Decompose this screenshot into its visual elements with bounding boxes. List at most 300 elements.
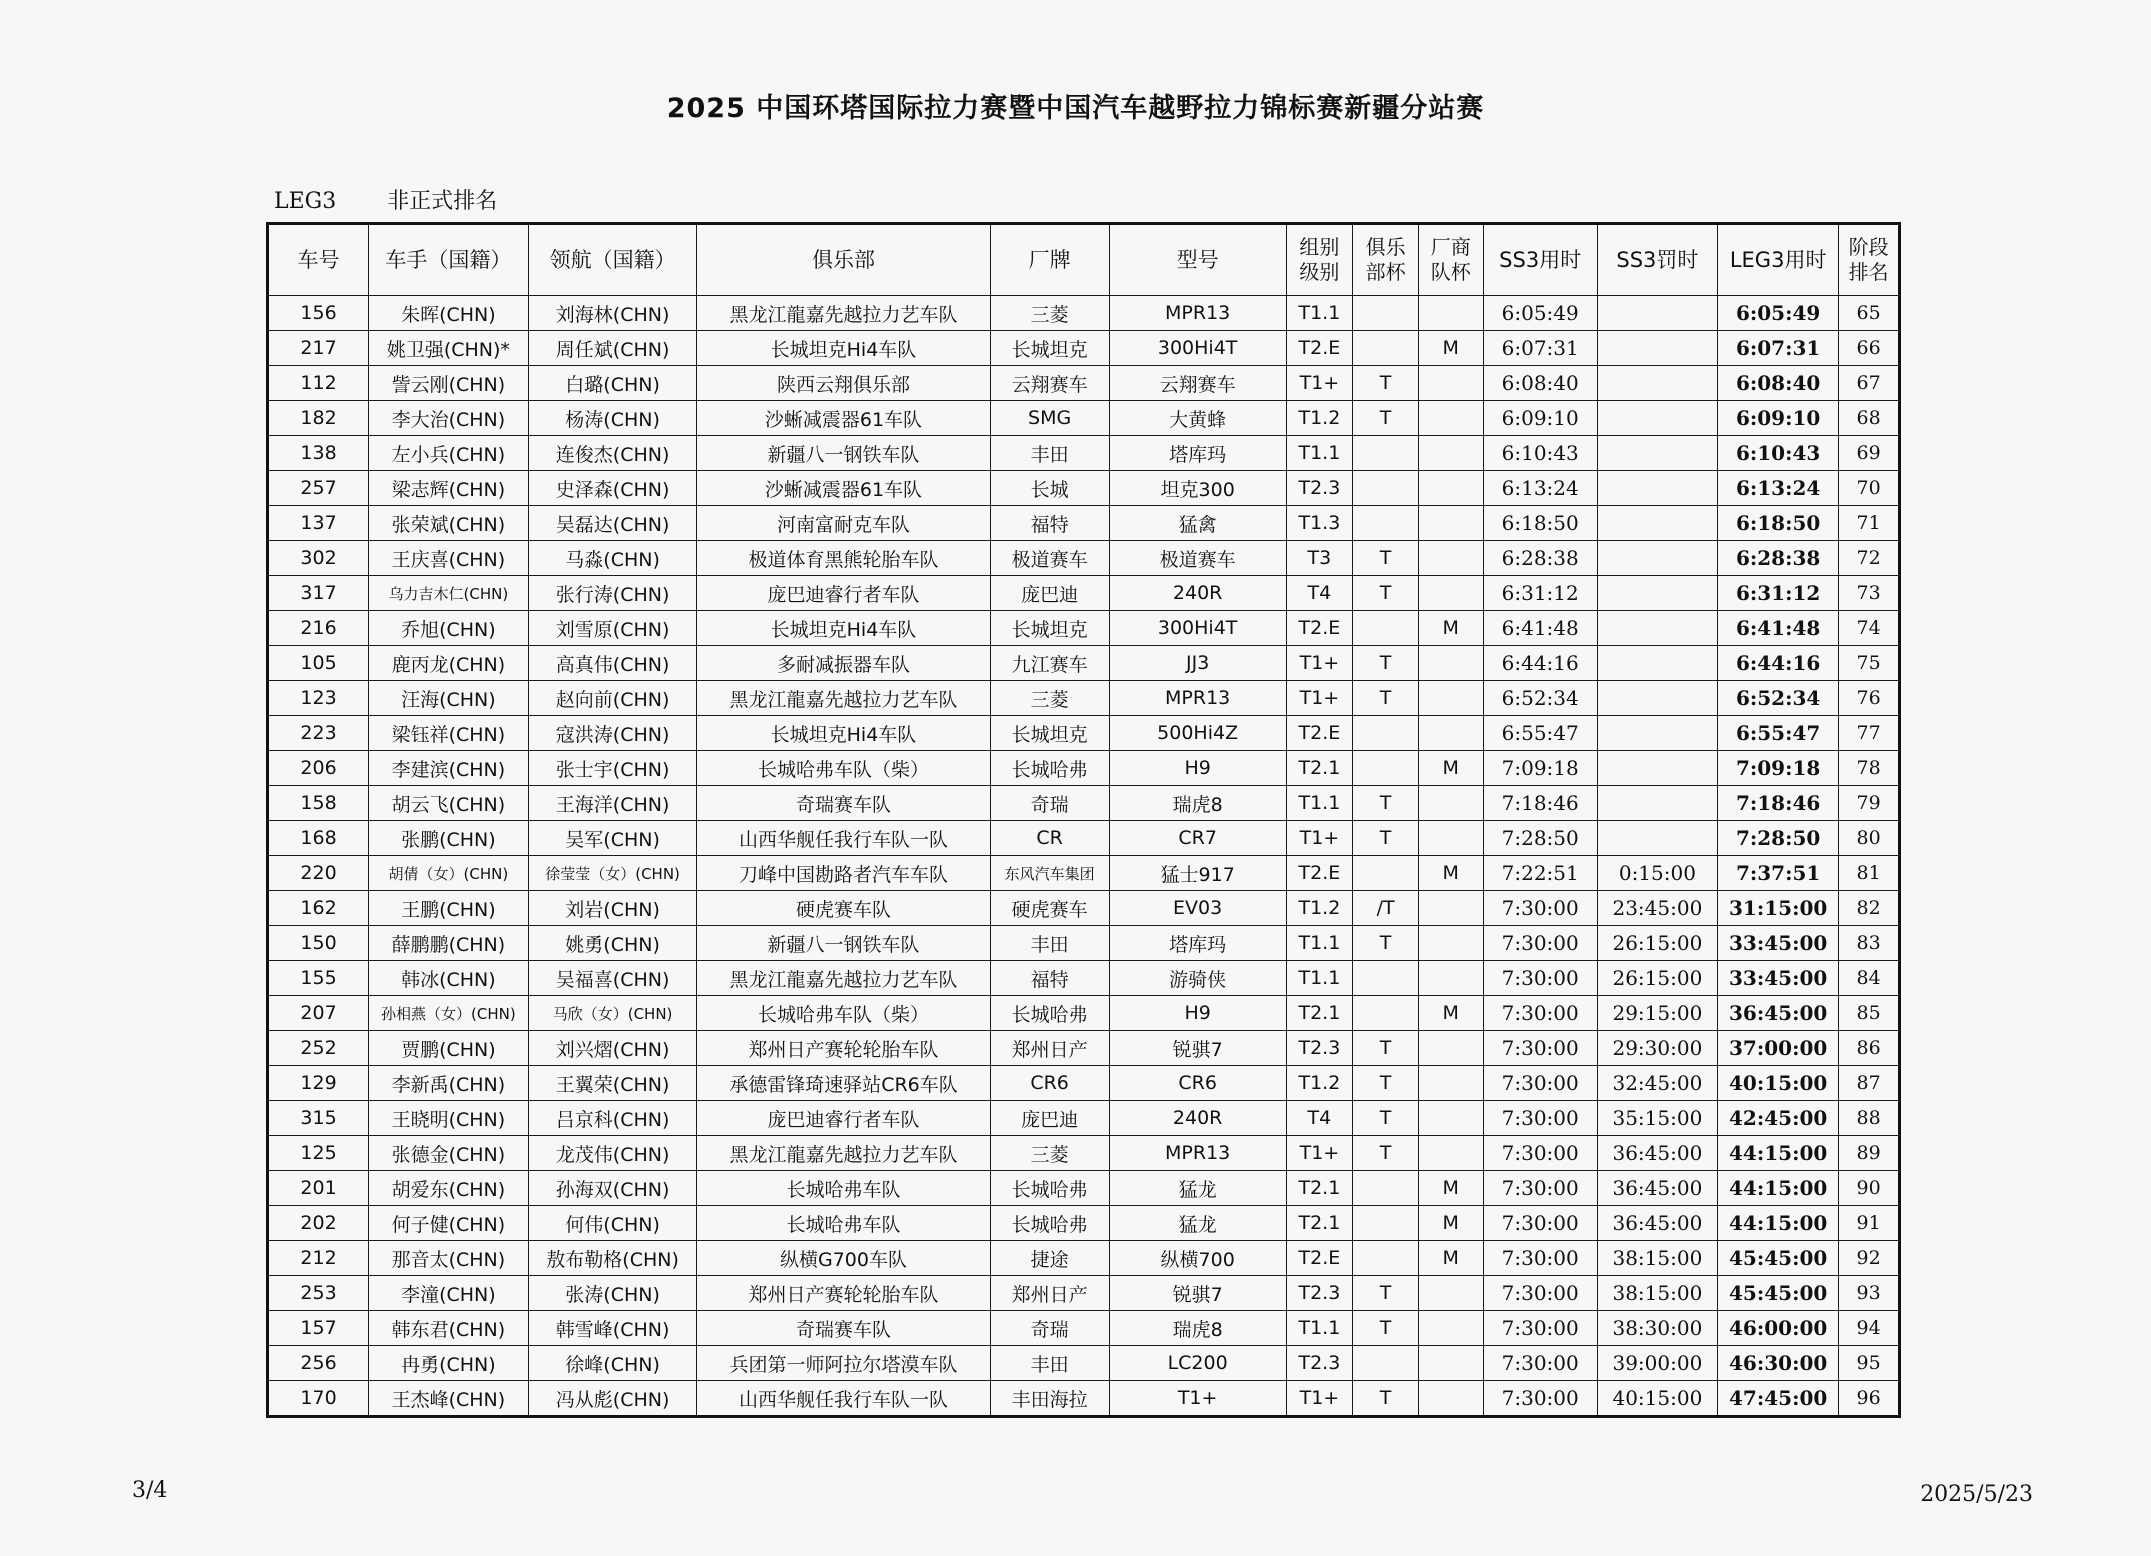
ss3-time-cell: 6:41:48: [1483, 611, 1597, 646]
model-cell: 瑞虎8: [1109, 1311, 1286, 1346]
maker-cup-cell: [1418, 366, 1483, 401]
stage-rank-cell: 88: [1839, 1101, 1900, 1136]
club-cell: 新疆八一钢铁车队: [697, 436, 990, 471]
club-cell: 黑龙江龍嘉先越拉力艺车队: [697, 681, 990, 716]
brand-cell: 极道赛车: [990, 541, 1109, 576]
codriver-cell: 吴军(CHN): [528, 821, 697, 856]
brand-cell: 三菱: [990, 1136, 1109, 1171]
leg-label: LEG3: [274, 189, 337, 214]
model-cell: 大黄蜂: [1109, 401, 1286, 436]
driver-cell: 胡爱东(CHN): [369, 1171, 529, 1206]
col-header-club-cup: 俱乐 部杯: [1353, 224, 1419, 296]
table-row: [268, 716, 1900, 751]
ss3-penalty-cell: [1597, 401, 1717, 436]
stage-rank-cell: 68: [1839, 401, 1900, 436]
club-cell: 多耐减振器车队: [697, 646, 990, 681]
club-cup-cell: T: [1353, 786, 1419, 821]
brand-cell: 长城哈弗: [990, 751, 1109, 786]
stage-rank-cell: 65: [1839, 296, 1900, 331]
class-cell: T2.1: [1286, 751, 1353, 786]
codriver-cell: 马欣（女）(CHN): [528, 996, 697, 1031]
table-row: [268, 436, 1900, 471]
class-cell: T1.3: [1286, 506, 1353, 541]
leg3-time-cell: 6:52:34: [1718, 681, 1839, 716]
ss3-time-cell: 7:18:46: [1483, 786, 1597, 821]
page-number: 3/4: [132, 1478, 168, 1503]
class-cell: T1.1: [1286, 1311, 1353, 1346]
driver-cell: 王杰峰(CHN): [369, 1381, 529, 1417]
stage-rank-cell: 84: [1839, 961, 1900, 996]
leg3-time-cell: 6:08:40: [1718, 366, 1839, 401]
ss3-penalty-cell: 26:15:00: [1597, 961, 1717, 996]
model-cell: CR6: [1109, 1066, 1286, 1101]
stage-rank-cell: 92: [1839, 1241, 1900, 1276]
club-cup-cell: [1353, 611, 1419, 646]
model-cell: 猛禽: [1109, 506, 1286, 541]
ss3-penalty-cell: 29:30:00: [1597, 1031, 1717, 1066]
ss3-time-cell: 7:30:00: [1483, 1031, 1597, 1066]
ss3-penalty-cell: 0:15:00: [1597, 856, 1717, 891]
car-number-cell: 217: [268, 331, 369, 366]
maker-cup-cell: M: [1418, 1241, 1483, 1276]
maker-cup-cell: M: [1418, 611, 1483, 646]
col-header-ss3-penalty: SS3罚时: [1597, 224, 1717, 296]
table-row: [268, 1031, 1900, 1066]
ss3-time-cell: 7:30:00: [1483, 1136, 1597, 1171]
car-number-cell: 201: [268, 1171, 369, 1206]
ss3-penalty-cell: [1597, 506, 1717, 541]
ss3-penalty-cell: [1597, 471, 1717, 506]
car-number-cell: 202: [268, 1206, 369, 1241]
car-number-cell: 112: [268, 366, 369, 401]
club-cell: 兵团第一师阿拉尔塔漠车队: [697, 1346, 990, 1381]
club-cell: 沙蜥减震器61车队: [697, 401, 990, 436]
codriver-cell: 周任斌(CHN): [528, 331, 697, 366]
club-cell: 长城哈弗车队（柴）: [697, 751, 990, 786]
stage-rank-cell: 89: [1839, 1136, 1900, 1171]
brand-cell: 奇瑞: [990, 786, 1109, 821]
leg3-time-cell: 7:37:51: [1718, 856, 1839, 891]
model-cell: 240R: [1109, 576, 1286, 611]
ss3-time-cell: 6:52:34: [1483, 681, 1597, 716]
driver-cell: 胡倩（女）(CHN): [369, 856, 529, 891]
driver-cell: 姚卫强(CHN)*: [369, 331, 529, 366]
table-row: [268, 926, 1900, 961]
codriver-cell: 马淼(CHN): [528, 541, 697, 576]
club-cell: 长城哈弗车队（柴）: [697, 996, 990, 1031]
ss3-penalty-cell: [1597, 821, 1717, 856]
table-row: [268, 821, 1900, 856]
col-header-leg3-time: LEG3用时: [1718, 224, 1839, 296]
codriver-cell: 杨涛(CHN): [528, 401, 697, 436]
maker-cup-cell: [1418, 436, 1483, 471]
model-cell: H9: [1109, 996, 1286, 1031]
ss3-time-cell: 7:30:00: [1483, 891, 1597, 926]
maker-cup-cell: M: [1418, 1206, 1483, 1241]
club-cell: 庞巴迪睿行者车队: [697, 1101, 990, 1136]
leg3-time-cell: 6:13:24: [1718, 471, 1839, 506]
car-number-cell: 253: [268, 1276, 369, 1311]
club-cup-cell: [1353, 716, 1419, 751]
club-cup-cell: [1353, 961, 1419, 996]
ss3-time-cell: 6:28:38: [1483, 541, 1597, 576]
driver-cell: 张鹏(CHN): [369, 821, 529, 856]
car-number-cell: 157: [268, 1311, 369, 1346]
table-row: [268, 541, 1900, 576]
ss3-penalty-cell: [1597, 331, 1717, 366]
driver-cell: 薛鹏鹏(CHN): [369, 926, 529, 961]
club-cup-cell: T: [1353, 1136, 1419, 1171]
maker-cup-cell: [1418, 1136, 1483, 1171]
driver-cell: 李潼(CHN): [369, 1276, 529, 1311]
ss3-penalty-cell: 38:15:00: [1597, 1276, 1717, 1311]
model-cell: 猛龙: [1109, 1206, 1286, 1241]
club-cell: 长城坦克Hi4车队: [697, 716, 990, 751]
club-cup-cell: [1353, 1171, 1419, 1206]
car-number-cell: 257: [268, 471, 369, 506]
club-cell: 陕西云翔俱乐部: [697, 366, 990, 401]
codriver-cell: 冯从彪(CHN): [528, 1381, 697, 1417]
ss3-penalty-cell: [1597, 541, 1717, 576]
class-cell: T2.E: [1286, 611, 1353, 646]
stage-rank-cell: 79: [1839, 786, 1900, 821]
maker-cup-cell: [1418, 1346, 1483, 1381]
brand-cell: 长城哈弗: [990, 996, 1109, 1031]
club-cup-cell: [1353, 471, 1419, 506]
class-cell: T1+: [1286, 821, 1353, 856]
table-row: [268, 786, 1900, 821]
codriver-cell: 张涛(CHN): [528, 1276, 697, 1311]
driver-cell: 梁志辉(CHN): [369, 471, 529, 506]
leg3-time-cell: 7:09:18: [1718, 751, 1839, 786]
col-header-car-no: 车号: [268, 224, 369, 296]
table-row: [268, 366, 1900, 401]
codriver-cell: 张行涛(CHN): [528, 576, 697, 611]
leg3-time-cell: 6:55:47: [1718, 716, 1839, 751]
leg3-time-cell: 6:28:38: [1718, 541, 1839, 576]
club-cup-cell: [1353, 751, 1419, 786]
car-number-cell: 206: [268, 751, 369, 786]
col-header-stage-rank: 阶段 排名: [1839, 224, 1900, 296]
club-cup-cell: [1353, 296, 1419, 331]
driver-cell: 张德金(CHN): [369, 1136, 529, 1171]
ss3-time-cell: 6:08:40: [1483, 366, 1597, 401]
table-row: [268, 576, 1900, 611]
leg3-time-cell: 6:18:50: [1718, 506, 1839, 541]
model-cell: 300Hi4T: [1109, 331, 1286, 366]
codriver-cell: 孙海双(CHN): [528, 1171, 697, 1206]
driver-cell: 鹿丙龙(CHN): [369, 646, 529, 681]
stage-rank-cell: 85: [1839, 996, 1900, 1031]
driver-cell: 韩东君(CHN): [369, 1311, 529, 1346]
stage-rank-cell: 90: [1839, 1171, 1900, 1206]
brand-cell: 硬虎赛车: [990, 891, 1109, 926]
codriver-cell: 敖布勒格(CHN): [528, 1241, 697, 1276]
leg3-time-cell: 37:00:00: [1718, 1031, 1839, 1066]
stage-rank-cell: 70: [1839, 471, 1900, 506]
ranking-label: 非正式排名: [387, 189, 498, 214]
class-cell: T1.1: [1286, 786, 1353, 821]
ss3-time-cell: 6:44:16: [1483, 646, 1597, 681]
brand-cell: 郑州日产: [990, 1031, 1109, 1066]
club-cup-cell: T: [1353, 646, 1419, 681]
model-cell: 锐骐7: [1109, 1276, 1286, 1311]
codriver-cell: 刘兴熠(CHN): [528, 1031, 697, 1066]
table-row: [268, 681, 1900, 716]
brand-cell: 庞巴迪: [990, 1101, 1109, 1136]
ss3-time-cell: 7:30:00: [1483, 1346, 1597, 1381]
ss3-time-cell: 6:13:24: [1483, 471, 1597, 506]
car-number-cell: 105: [268, 646, 369, 681]
car-number-cell: 252: [268, 1031, 369, 1066]
header-row: [268, 224, 1900, 296]
ss3-penalty-cell: [1597, 436, 1717, 471]
club-cell: 河南富耐克车队: [697, 506, 990, 541]
ss3-time-cell: 7:30:00: [1483, 1206, 1597, 1241]
driver-cell: 张荣斌(CHN): [369, 506, 529, 541]
stage-rank-cell: 94: [1839, 1311, 1900, 1346]
ss3-penalty-cell: [1597, 296, 1717, 331]
table-row: [268, 751, 1900, 786]
model-cell: H9: [1109, 751, 1286, 786]
car-number-cell: 223: [268, 716, 369, 751]
leg3-time-cell: 6:09:10: [1718, 401, 1839, 436]
driver-cell: 王鹏(CHN): [369, 891, 529, 926]
class-cell: T1+: [1286, 1381, 1353, 1417]
maker-cup-cell: [1418, 1031, 1483, 1066]
club-cup-cell: [1353, 1206, 1419, 1241]
club-cup-cell: [1353, 856, 1419, 891]
codriver-cell: 刘岩(CHN): [528, 891, 697, 926]
ss3-time-cell: 7:30:00: [1483, 1276, 1597, 1311]
car-number-cell: 137: [268, 506, 369, 541]
club-cell: 郑州日产赛轮轮胎车队: [697, 1276, 990, 1311]
model-cell: 云翔赛车: [1109, 366, 1286, 401]
model-cell: JJ3: [1109, 646, 1286, 681]
ss3-time-cell: 7:30:00: [1483, 1101, 1597, 1136]
table-row: [268, 471, 1900, 506]
club-cup-cell: [1353, 436, 1419, 471]
car-number-cell: 302: [268, 541, 369, 576]
stage-rank-cell: 86: [1839, 1031, 1900, 1066]
leg3-time-cell: 36:45:00: [1718, 996, 1839, 1031]
driver-cell: 冉勇(CHN): [369, 1346, 529, 1381]
driver-cell: 何子健(CHN): [369, 1206, 529, 1241]
ss3-time-cell: 7:22:51: [1483, 856, 1597, 891]
class-cell: T2.3: [1286, 1346, 1353, 1381]
leg3-time-cell: 33:45:00: [1718, 961, 1839, 996]
brand-cell: 长城: [990, 471, 1109, 506]
codriver-cell: 王翼荣(CHN): [528, 1066, 697, 1101]
subheading: [274, 184, 497, 215]
class-cell: T1.1: [1286, 926, 1353, 961]
codriver-cell: 徐峰(CHN): [528, 1346, 697, 1381]
ss3-penalty-cell: 36:45:00: [1597, 1136, 1717, 1171]
col-header-club: 俱乐部: [697, 224, 990, 296]
model-cell: 坦克300: [1109, 471, 1286, 506]
car-number-cell: 129: [268, 1066, 369, 1101]
model-cell: LC200: [1109, 1346, 1286, 1381]
model-cell: 500Hi4Z: [1109, 716, 1286, 751]
stage-rank-cell: 73: [1839, 576, 1900, 611]
leg3-time-cell: 40:15:00: [1718, 1066, 1839, 1101]
brand-cell: 丰田海拉: [990, 1381, 1109, 1417]
model-cell: 240R: [1109, 1101, 1286, 1136]
table-row: [268, 856, 1900, 891]
car-number-cell: 156: [268, 296, 369, 331]
table-row: [268, 1066, 1900, 1101]
class-cell: T4: [1286, 1101, 1353, 1136]
ss3-penalty-cell: [1597, 646, 1717, 681]
brand-cell: 福特: [990, 961, 1109, 996]
maker-cup-cell: [1418, 716, 1483, 751]
leg3-time-cell: 44:15:00: [1718, 1206, 1839, 1241]
codriver-cell: 刘雪原(CHN): [528, 611, 697, 646]
class-cell: T1.2: [1286, 401, 1353, 436]
club-cup-cell: [1353, 996, 1419, 1031]
codriver-cell: 徐莹莹（女）(CHN): [528, 856, 697, 891]
car-number-cell: 315: [268, 1101, 369, 1136]
ss3-time-cell: 7:30:00: [1483, 996, 1597, 1031]
table-row: [268, 1311, 1900, 1346]
codriver-cell: 吴福喜(CHN): [528, 961, 697, 996]
brand-cell: SMG: [990, 401, 1109, 436]
codriver-cell: 吴磊达(CHN): [528, 506, 697, 541]
col-header-driver: 车手（国籍）: [369, 224, 529, 296]
ss3-penalty-cell: 29:15:00: [1597, 996, 1717, 1031]
leg3-time-cell: 46:00:00: [1718, 1311, 1839, 1346]
maker-cup-cell: M: [1418, 856, 1483, 891]
brand-cell: 长城坦克: [990, 611, 1109, 646]
col-header-maker-cup: 厂商 队杯: [1418, 224, 1483, 296]
car-number-cell: 212: [268, 1241, 369, 1276]
model-cell: 极道赛车: [1109, 541, 1286, 576]
model-cell: MPR13: [1109, 1136, 1286, 1171]
codriver-cell: 吕京科(CHN): [528, 1101, 697, 1136]
class-cell: T1+: [1286, 1136, 1353, 1171]
leg3-time-cell: 42:45:00: [1718, 1101, 1839, 1136]
club-cup-cell: [1353, 1241, 1419, 1276]
car-number-cell: 256: [268, 1346, 369, 1381]
club-cup-cell: T: [1353, 1311, 1419, 1346]
stage-rank-cell: 81: [1839, 856, 1900, 891]
model-cell: MPR13: [1109, 681, 1286, 716]
maker-cup-cell: [1418, 506, 1483, 541]
stage-rank-cell: 71: [1839, 506, 1900, 541]
car-number-cell: 168: [268, 821, 369, 856]
ss3-time-cell: 6:09:10: [1483, 401, 1597, 436]
leg3-time-cell: 33:45:00: [1718, 926, 1839, 961]
brand-cell: CR: [990, 821, 1109, 856]
leg3-time-cell: 45:45:00: [1718, 1276, 1839, 1311]
class-cell: T2.1: [1286, 996, 1353, 1031]
driver-cell: 孙相燕（女）(CHN): [369, 996, 529, 1031]
club-cell: 极道体育黑熊轮胎车队: [697, 541, 990, 576]
table-row: [268, 296, 1900, 331]
driver-cell: 李建滨(CHN): [369, 751, 529, 786]
codriver-cell: 何伟(CHN): [528, 1206, 697, 1241]
brand-cell: 福特: [990, 506, 1109, 541]
table-row: [268, 646, 1900, 681]
table-row: [268, 961, 1900, 996]
leg3-time-cell: 6:05:49: [1718, 296, 1839, 331]
col-header-class: 组别 级别: [1286, 224, 1353, 296]
brand-cell: 丰田: [990, 436, 1109, 471]
class-cell: T1.2: [1286, 891, 1353, 926]
stage-rank-cell: 87: [1839, 1066, 1900, 1101]
maker-cup-cell: [1418, 296, 1483, 331]
table-row: [268, 996, 1900, 1031]
table-row: [268, 1171, 1900, 1206]
car-number-cell: 317: [268, 576, 369, 611]
ss3-penalty-cell: 26:15:00: [1597, 926, 1717, 961]
table-row: [268, 1346, 1900, 1381]
print-date: 2025/5/23: [1920, 1482, 2033, 1507]
stage-rank-cell: 80: [1839, 821, 1900, 856]
stage-rank-cell: 93: [1839, 1276, 1900, 1311]
codriver-cell: 赵向前(CHN): [528, 681, 697, 716]
ss3-penalty-cell: 23:45:00: [1597, 891, 1717, 926]
brand-cell: 长城哈弗: [990, 1171, 1109, 1206]
maker-cup-cell: [1418, 401, 1483, 436]
table-row: [268, 1101, 1900, 1136]
club-cup-cell: T: [1353, 1101, 1419, 1136]
brand-cell: 长城坦克: [990, 331, 1109, 366]
class-cell: T2.E: [1286, 1241, 1353, 1276]
stage-rank-cell: 74: [1839, 611, 1900, 646]
ss3-penalty-cell: 36:45:00: [1597, 1206, 1717, 1241]
codriver-cell: 白璐(CHN): [528, 366, 697, 401]
table-row: [268, 1381, 1900, 1417]
club-cell: 长城坦克Hi4车队: [697, 611, 990, 646]
stage-rank-cell: 69: [1839, 436, 1900, 471]
brand-cell: 奇瑞: [990, 1311, 1109, 1346]
car-number-cell: 150: [268, 926, 369, 961]
table-row: [268, 611, 1900, 646]
ss3-penalty-cell: [1597, 576, 1717, 611]
ss3-time-cell: 7:30:00: [1483, 1311, 1597, 1346]
driver-cell: 王晓明(CHN): [369, 1101, 529, 1136]
model-cell: MPR13: [1109, 296, 1286, 331]
maker-cup-cell: [1418, 576, 1483, 611]
club-cell: 沙蜥减震器61车队: [697, 471, 990, 506]
class-cell: T2.3: [1286, 1276, 1353, 1311]
stage-rank-cell: 75: [1839, 646, 1900, 681]
class-cell: T2.E: [1286, 716, 1353, 751]
club-cup-cell: T: [1353, 1276, 1419, 1311]
ss3-time-cell: 6:18:50: [1483, 506, 1597, 541]
class-cell: T2.3: [1286, 471, 1353, 506]
brand-cell: 东风汽车集团: [990, 856, 1109, 891]
codriver-cell: 张士宇(CHN): [528, 751, 697, 786]
codriver-cell: 姚勇(CHN): [528, 926, 697, 961]
maker-cup-cell: [1418, 961, 1483, 996]
leg3-time-cell: 47:45:00: [1718, 1381, 1839, 1417]
brand-cell: 长城哈弗: [990, 1206, 1109, 1241]
driver-cell: 贾鹏(CHN): [369, 1031, 529, 1066]
class-cell: T1+: [1286, 681, 1353, 716]
table-row: [268, 891, 1900, 926]
leg3-time-cell: 6:10:43: [1718, 436, 1839, 471]
leg3-time-cell: 6:07:31: [1718, 331, 1839, 366]
codriver-cell: 高真伟(CHN): [528, 646, 697, 681]
table-row: [268, 1136, 1900, 1171]
club-cell: 山西华舰任我行车队一队: [697, 1381, 990, 1417]
class-cell: T4: [1286, 576, 1353, 611]
club-cup-cell: T: [1353, 821, 1419, 856]
ss3-time-cell: 7:30:00: [1483, 1381, 1597, 1417]
codriver-cell: 王海洋(CHN): [528, 786, 697, 821]
